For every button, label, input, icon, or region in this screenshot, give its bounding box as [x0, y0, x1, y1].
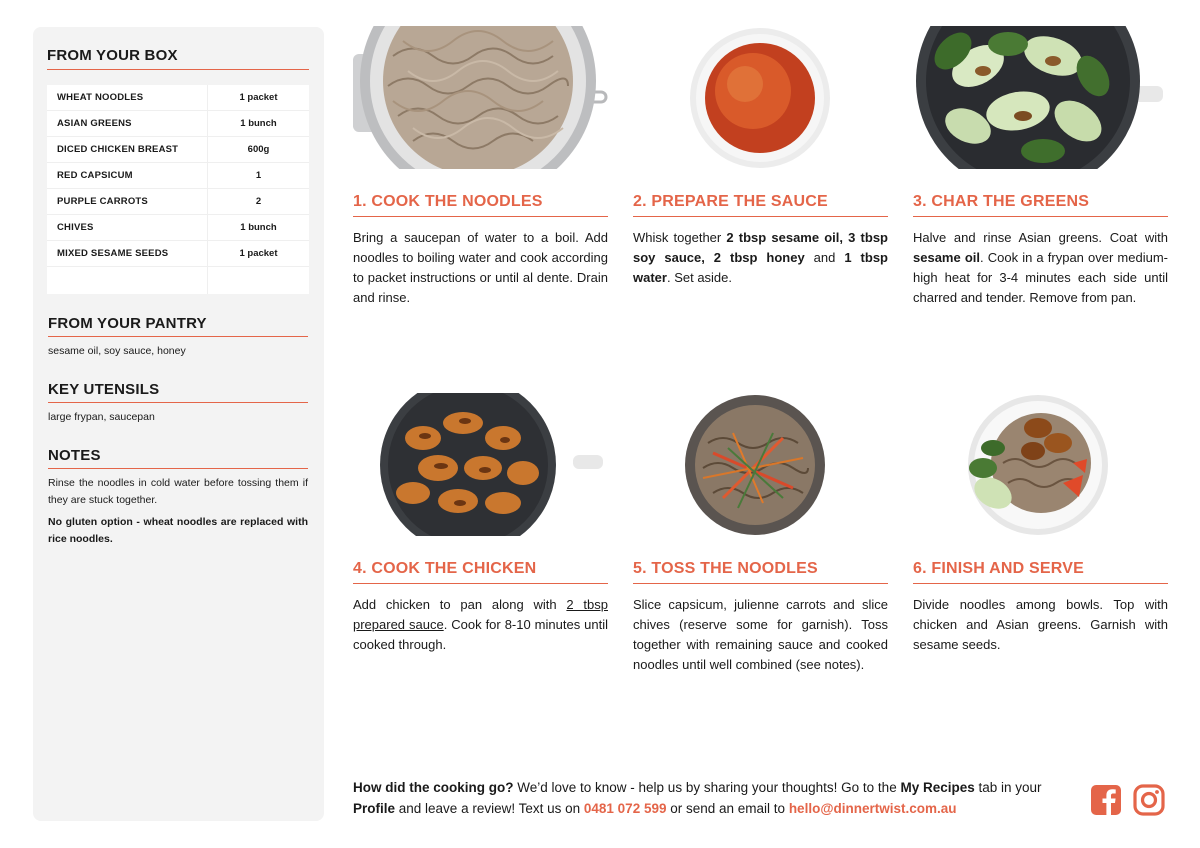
step-2: [633, 26, 888, 288]
ingredient-qty: 1 bunch: [207, 215, 309, 240]
utensils-text: large frypan, saucepan: [48, 411, 155, 423]
step-1: [353, 26, 608, 308]
ingredient-name: ASIAN GREENS: [57, 118, 132, 129]
notes-section: [48, 447, 308, 548]
step-instructions: Divide noodles among bowls. Top with chicken and Asian greens. Garnish with sesame seeds.: [913, 597, 1168, 652]
ingredient-qty: 1: [207, 163, 309, 188]
table-row: [47, 215, 309, 241]
notes-text: Rinse the noodles in cold water before tossing them if they are stuck together.: [48, 477, 308, 506]
ingredient-qty: 1 bunch: [207, 111, 309, 136]
text-span: Add chicken to pan along with: [353, 597, 567, 612]
step-6: [913, 393, 1168, 655]
ingredient-qty: 1 packet: [207, 85, 309, 110]
email-link[interactable]: hello@dinnertwist.com.au: [788, 801, 957, 816]
step-instructions: Slice capsicum, julienne carrots and slice chives (reserve some for garnish). Toss together with remaining sauce and cooked noodles until well combined (see notes).: [633, 597, 888, 672]
table-row: [47, 189, 309, 215]
table-row: [47, 163, 309, 189]
step-instructions: [633, 228, 888, 288]
from-your-box-title: FROM YOUR BOX: [47, 47, 309, 70]
ingredient-qty: 2: [207, 189, 309, 214]
step-photo: [633, 393, 888, 536]
ingredient-name: CHIVES: [57, 222, 94, 233]
step-title: 3. CHAR THE GREENS: [913, 193, 1168, 217]
step-3: [913, 26, 1168, 308]
sidebar: [33, 27, 324, 821]
step-photo: [353, 26, 608, 169]
text-span: . Cook in a frypan over medium-high heat for 3-4 minutes each side until charred and tender. Remove from pan.: [913, 250, 1168, 305]
profile-link[interactable]: Profile: [353, 801, 396, 816]
footer-question: How did the cooking go?: [353, 780, 514, 795]
step-title: 1. COOK THE NOODLES: [353, 193, 608, 217]
feedback-footer: [353, 777, 1073, 819]
ingredients-table: [47, 85, 309, 294]
step-instructions: [913, 228, 1168, 308]
my-recipes-link[interactable]: My Recipes: [900, 780, 975, 795]
instagram-icon[interactable]: [1133, 784, 1165, 821]
text-span: We’d love to know - help us by sharing your thoughts! Go to the: [513, 780, 901, 795]
step-title: 5. TOSS THE NOODLES: [633, 560, 888, 584]
text-bold: sesame oil: [913, 250, 980, 265]
text-span: tab in your: [974, 780, 1042, 795]
step-photo: [913, 26, 1168, 169]
table-row: [47, 241, 309, 267]
step-instructions: [353, 595, 608, 655]
text-span: and leave a review! Text us on: [395, 801, 584, 816]
pantry-title: FROM YOUR PANTRY: [48, 315, 308, 337]
text-span: . Set aside.: [666, 270, 733, 285]
ingredient-name: MIXED SESAME SEEDS: [57, 248, 169, 259]
step-photo: [633, 26, 888, 169]
utensils-title: KEY UTENSILS: [48, 381, 308, 403]
pantry-text: sesame oil, soy sauce, honey: [48, 345, 186, 357]
step-instructions: Bring a saucepan of water to a boil. Add noodles to boiling water and cook according to packet instructions or until al dente. Drain and rinse.: [353, 230, 608, 305]
text-span: Halve and rinse Asian greens. Coat with: [913, 230, 1168, 245]
ingredient-name: DICED CHICKEN BREAST: [57, 144, 179, 155]
pantry-section: [48, 315, 308, 360]
ingredient-name: RED CAPSICUM: [57, 170, 133, 181]
table-row: [47, 111, 309, 137]
table-row: [47, 137, 309, 163]
utensils-section: [48, 381, 308, 426]
text-span: Whisk together: [633, 230, 727, 245]
ingredient-name: WHEAT NOODLES: [57, 92, 144, 103]
text-span: and: [804, 250, 845, 265]
notes-bold-text: No gluten option - wheat noodles are replaced with rice noodles.: [48, 516, 308, 545]
text-span: or send an email to: [666, 801, 789, 816]
step-4: [353, 393, 608, 655]
facebook-icon[interactable]: [1090, 784, 1122, 821]
step-photo: [353, 393, 608, 536]
step-title: 6. FINISH AND SERVE: [913, 560, 1168, 584]
phone-link[interactable]: 0481 072 599: [583, 801, 667, 816]
step-title: 4. COOK THE CHICKEN: [353, 560, 608, 584]
text-underline: 2 tbsp prepared sauce: [353, 597, 608, 632]
ingredient-qty: 1 packet: [207, 241, 309, 266]
step-5: [633, 393, 888, 675]
ingredient-qty: 600g: [207, 137, 309, 162]
table-row: [47, 85, 309, 111]
ingredient-name: PURPLE CARROTS: [57, 196, 148, 207]
table-row-empty: [47, 267, 309, 294]
text-bold: 2 tbsp sesame oil, 3 tbsp soy sauce, 2 tbsp honey: [633, 230, 888, 265]
text-span: . Cook for 8-10 minutes until cooked through.: [353, 617, 608, 652]
notes-title: NOTES: [48, 447, 308, 469]
step-photo: [913, 393, 1168, 536]
step-title: 2. PREPARE THE SAUCE: [633, 193, 888, 217]
text-bold: 1 tbsp water: [633, 250, 888, 285]
